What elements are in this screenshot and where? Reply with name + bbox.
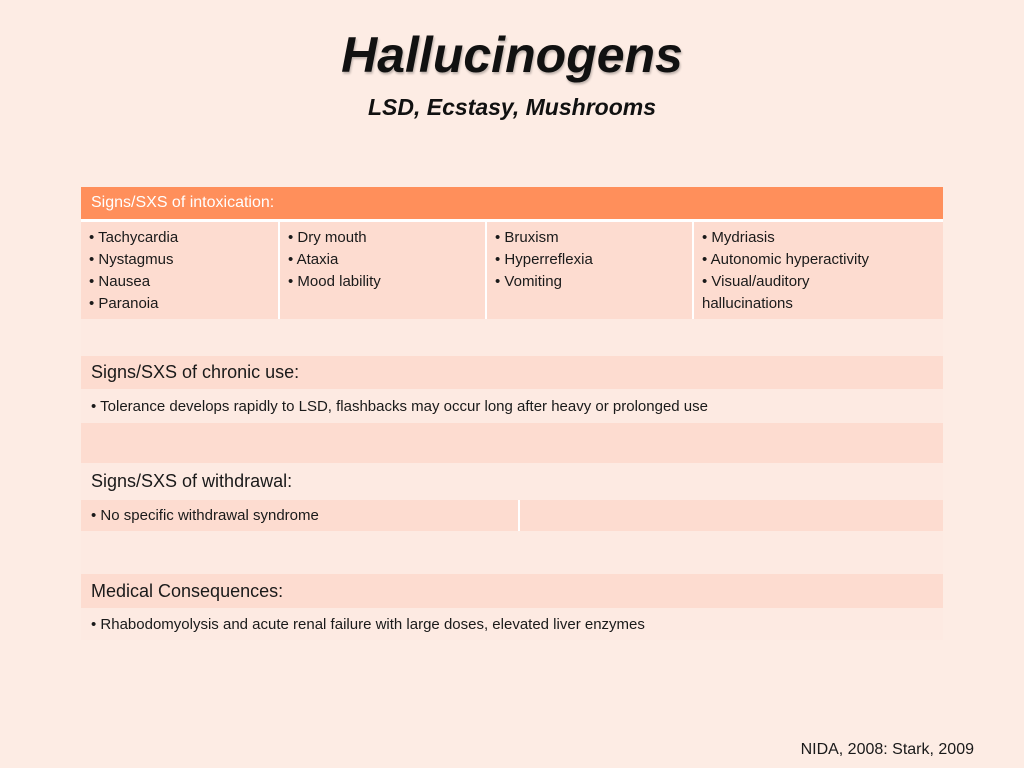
withdrawal-header [81, 463, 943, 500]
chronic-row [81, 389, 943, 423]
intoxication-col-3 [487, 222, 694, 319]
medical-text: • Rhabodomyolysis and acute renal failure with large doses, elevated liver enzymes [91, 615, 645, 633]
spacer-row [81, 319, 943, 356]
list-item: • Autonomic hyperactivity [702, 251, 869, 268]
medical-row [81, 608, 943, 640]
list-item: • Hyperreflexia [495, 251, 593, 268]
citation-footer: NIDA, 2008: Stark, 2009 [800, 741, 974, 758]
list-item-continued: hallucinations [702, 295, 793, 312]
list-item: • Visual/auditory [702, 273, 810, 290]
intoxication-col-4 [694, 222, 943, 319]
slide-subtitle: LSD, Ecstasy, Mushrooms [367, 94, 656, 120]
intoxication-row [81, 222, 943, 319]
list-item: • Mood lability [288, 273, 381, 290]
list-item: • Paranoia [89, 295, 159, 312]
intoxication-header-label: Signs/SXS of intoxication: [91, 194, 275, 211]
medical-header [81, 574, 943, 608]
list-item: • Vomiting [495, 273, 562, 290]
withdrawal-text: • No specific withdrawal syndrome [91, 507, 319, 524]
list-item: • Ataxia [288, 251, 339, 268]
withdrawal-empty-cell [520, 500, 943, 531]
chronic-header [81, 356, 943, 389]
list-item: • Nausea [89, 273, 151, 290]
intoxication-col-2 [280, 222, 487, 319]
chronic-text: • Tolerance develops rapidly to LSD, flashbacks may occur long after heavy or prolonged use [91, 397, 708, 415]
intoxication-col-1 [81, 222, 280, 319]
list-item: • Mydriasis [702, 229, 775, 246]
spacer-row [81, 531, 943, 574]
slide-title: Hallucinogens [341, 27, 683, 83]
list-item: • Tachycardia [89, 229, 179, 246]
withdrawal-header-label: Signs/SXS of withdrawal: [91, 471, 293, 491]
list-item: • Bruxism [495, 229, 559, 246]
chronic-header-label: Signs/SXS of chronic use: [91, 362, 300, 382]
list-item: • Nystagmus [89, 251, 174, 268]
spacer-row [81, 423, 943, 463]
info-table [81, 187, 943, 640]
medical-header-label: Medical Consequences: [91, 580, 284, 601]
withdrawal-row [81, 500, 943, 531]
withdrawal-cell [81, 500, 520, 531]
list-item: • Dry mouth [288, 229, 367, 246]
intoxication-header [81, 187, 943, 222]
